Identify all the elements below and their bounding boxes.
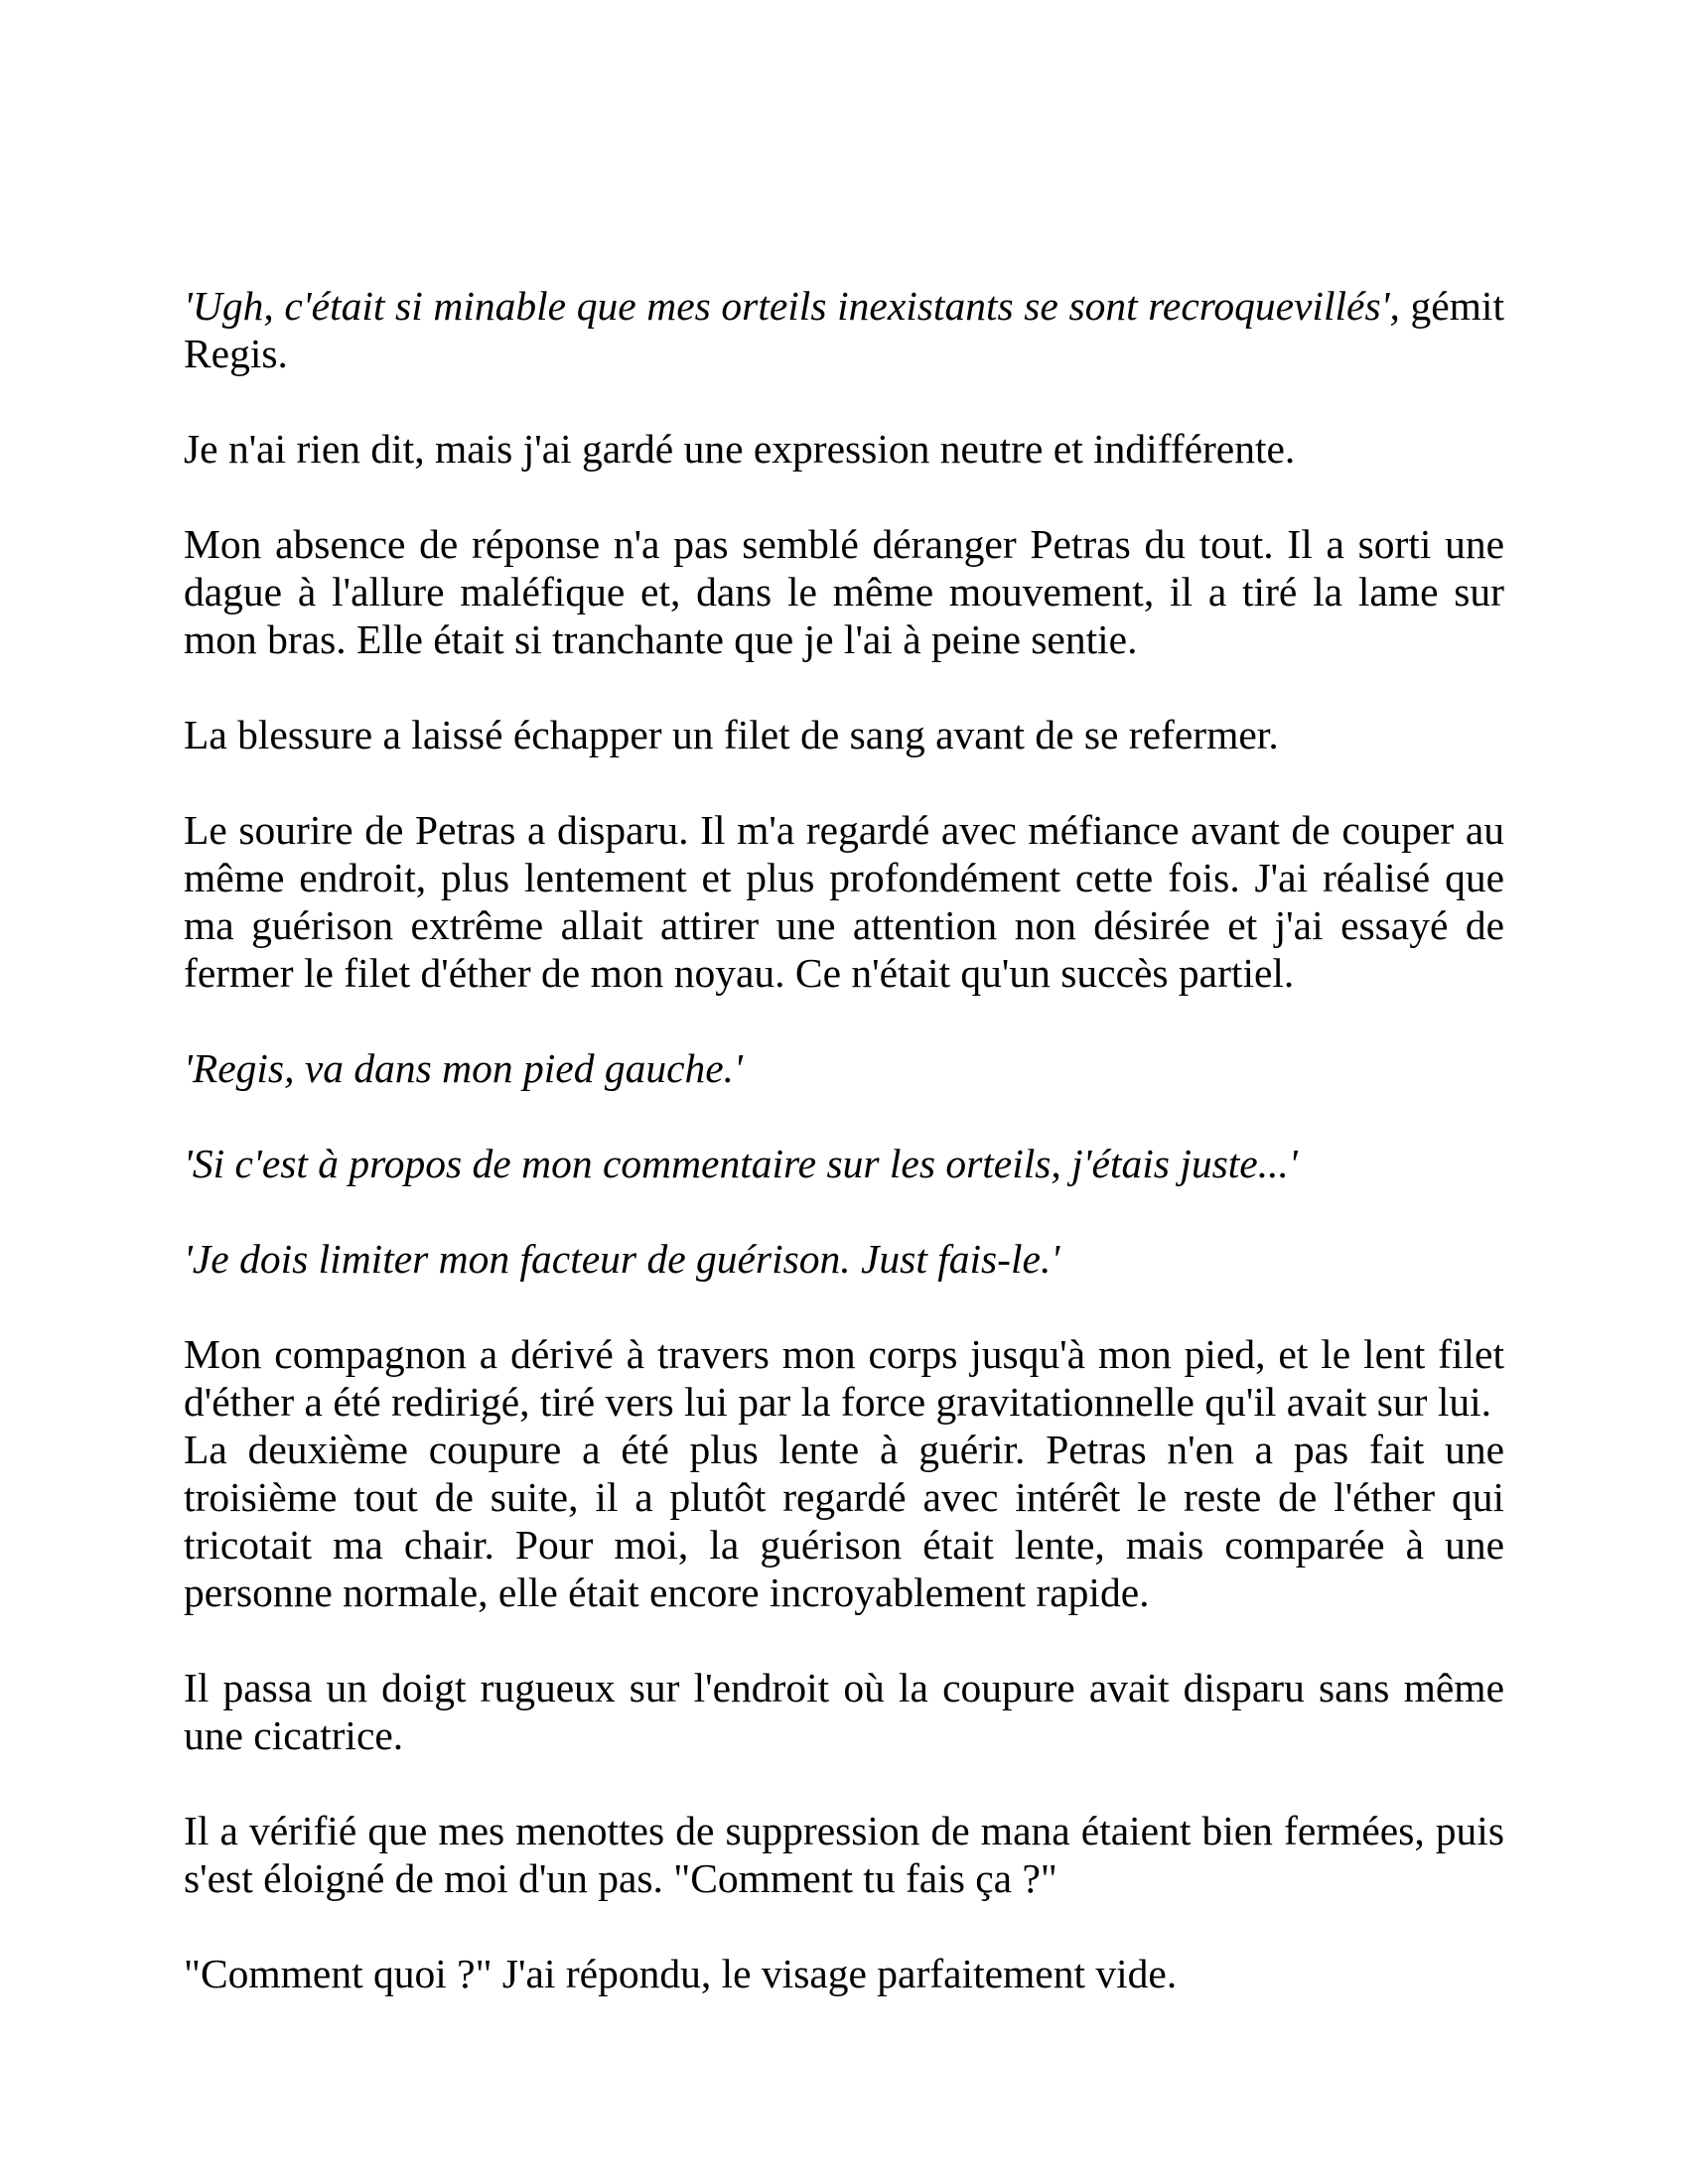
- text-body: [184, 282, 1504, 1997]
- paragraph: Je n'ai rien dit, mais j'ai gardé une expression neutre et indifférente.: [184, 426, 1296, 472]
- paragraph-line: Mon compagnon a dérivé à travers mon corps jusqu'à mon pied, et le lent filet: [184, 1331, 1504, 1377]
- paragraph-regis-complaint: [184, 282, 1504, 377]
- italic-thought-paragraph: 'Regis, va dans mon pied gauche.': [184, 1045, 743, 1091]
- narration: gémit Regis.: [184, 283, 1504, 376]
- paragraph-text: La deuxième coupure a été plus lente à guérir. Petras n'en a pas fait une troisième tout de suite, il a plutôt regardé avec intérêt le reste de l'éther qui tricotait ma chair. Pour moi, la guérison était lente, mais comparée à une personne normale, elle était encore incroyablement rapide.: [184, 1427, 1504, 1615]
- paragraph: Il a vérifié que mes menottes de suppression de mana étaient bien fermées, puis s'est éloigné de moi d'un pas. "Comment tu fais ça ?": [184, 1808, 1504, 1901]
- italic-thought: 'Ugh, c'était si minable que mes orteils inexistants se sont recroquevillés',: [184, 283, 1400, 329]
- paragraph-line: d'éther a été redirigé, tiré vers lui par la force gravitationnelle qu'il avait sur lui.: [184, 1379, 1492, 1425]
- paragraph: La blessure a laissé échapper un filet de sang avant de se refermer.: [184, 712, 1279, 757]
- italic-thought-paragraph: 'Je dois limiter mon facteur de guérison. Just fais-le.': [184, 1236, 1060, 1282]
- paragraph-companion: [184, 1330, 1504, 1616]
- italic-thought-paragraph: 'Si c'est à propos de mon commentaire sur les orteils, j'étais juste...': [184, 1141, 1298, 1186]
- paragraph: "Comment quoi ?" J'ai répondu, le visage parfaitement vide.: [184, 1951, 1178, 1996]
- paragraph: Le sourire de Petras a disparu. Il m'a regardé avec méfiance avant de couper au même endroit, plus lentement et plus profondément cette fois. J'ai réalisé que ma guérison extrême allait attirer une attention non désirée et j'ai essayé de fermer le filet d'éther de mon noyau. Ce n'était qu'un succès partiel.: [184, 807, 1504, 996]
- paragraph: Mon absence de réponse n'a pas semblé déranger Petras du tout. Il a sorti une dague à l'allure maléfique et, dans le même mouvement, il a tiré la lame sur mon bras. Elle était si tranchante que je l'ai à peine sentie.: [184, 521, 1504, 662]
- paragraph: Il passa un doigt rugueux sur l'endroit où la coupure avait disparu sans même une cicatrice.: [184, 1665, 1504, 1758]
